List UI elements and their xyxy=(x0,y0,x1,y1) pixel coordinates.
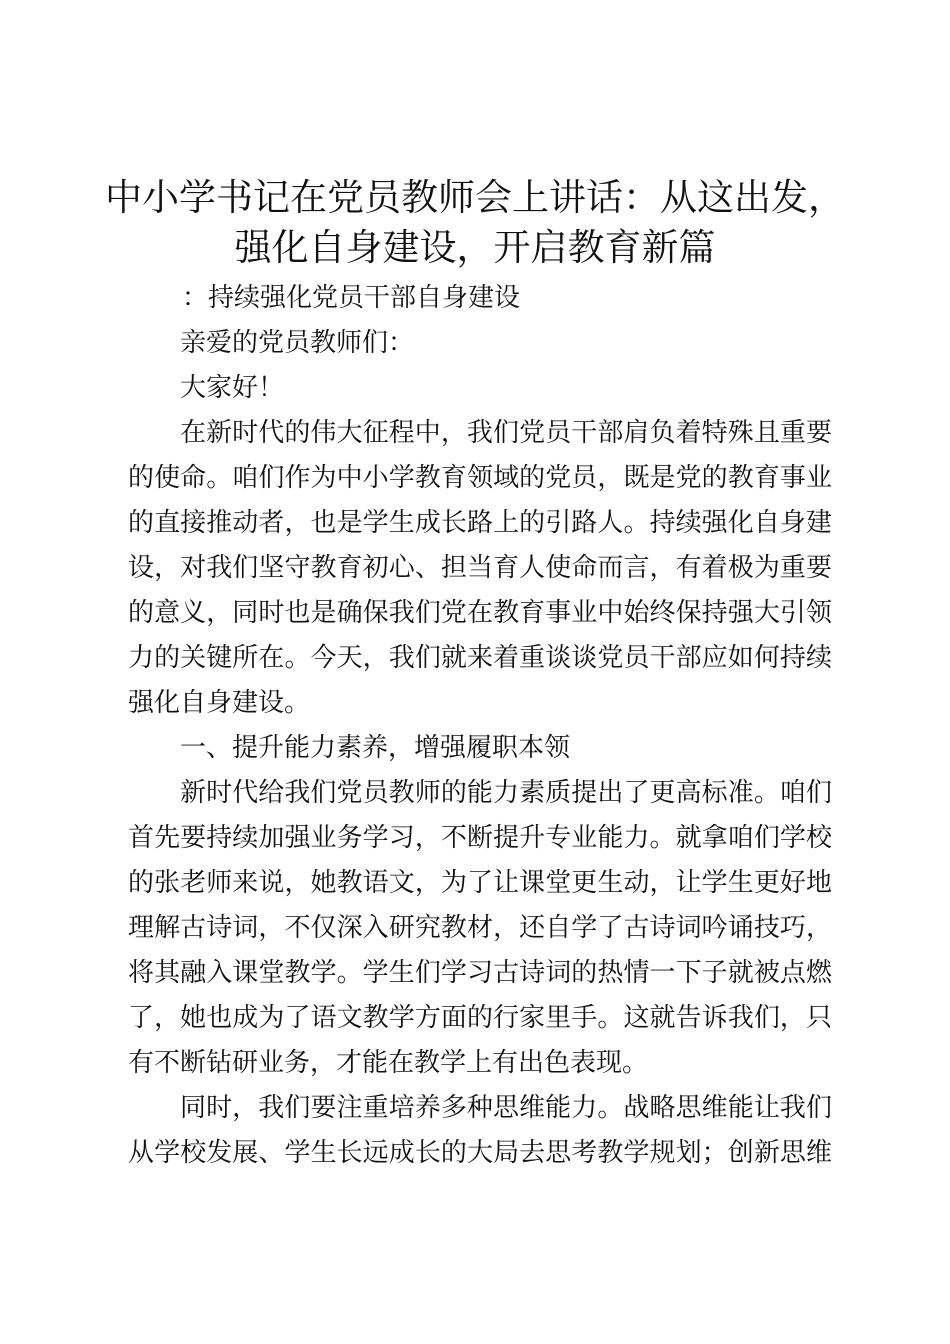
paragraph-line: 强化自身建设。 xyxy=(128,688,311,718)
paragraph-line: 首先要持续加强业务学习，不断提升专业能力。就拿咱们学校 xyxy=(128,823,832,853)
salutation: 亲爱的党员教师们： xyxy=(180,328,415,358)
document-title-line-2: 强化自身建设，开启教育新篇 xyxy=(234,226,716,269)
section-heading: 一、提升能力素养，增强履职本领 xyxy=(180,733,571,763)
paragraph-line: 有不断钻研业务，才能在教学上有出色表现。 xyxy=(128,1048,649,1078)
paragraph-line: 在新时代的伟大征程中，我们党员干部肩负着特殊且重要 xyxy=(180,418,832,448)
paragraph-line: 的使命。咱们作为中小学教育领域的党员，既是党的教育事业 xyxy=(128,463,832,493)
paragraph-line: 设，对我们坚守教育初心、担当育人使命而言，有着极为重要 xyxy=(128,553,832,583)
paragraph-line: 理解古诗词，不仅深入研究教材，还自学了古诗词吟诵技巧， xyxy=(128,913,832,943)
paragraph-line: 新时代给我们党员教师的能力素质提出了更高标准。咱们 xyxy=(180,778,832,808)
paragraph-2 xyxy=(128,771,832,1086)
document-subtitle: ：持续强化党员干部自身建设 xyxy=(182,283,521,313)
document-body xyxy=(128,276,832,1176)
document-title-line-1: 中小学书记在党员教师会上讲话：从这出发， xyxy=(105,176,845,219)
paragraph-line: 的张老师来说，她教语文，为了让课堂更生动，让学生更好地 xyxy=(128,868,832,898)
paragraph-line: 了，她也成为了语文教学方面的行家里手。这就告诉我们，只 xyxy=(128,1003,832,1033)
paragraph-line: 同时，我们要注重培养多种思维能力。战略思维能让我们 xyxy=(180,1093,832,1123)
paragraph-line: 的意义，同时也是确保我们党在教育事业中始终保持强大引领 xyxy=(128,598,832,628)
paragraph-line: 从学校发展、学生长远成长的大局去思考教学规划；创新思维 xyxy=(128,1138,832,1168)
paragraph-1 xyxy=(128,411,832,726)
paragraph-3 xyxy=(128,1086,832,1176)
paragraph-line: 的直接推动者，也是学生成长路上的引路人。持续强化自身建 xyxy=(128,508,832,538)
paragraph-line: 力的关键所在。今天，我们就来着重谈谈党员干部应如何持续 xyxy=(128,643,832,673)
greeting: 大家好！ xyxy=(180,373,285,403)
paragraph-line: 将其融入课堂教学。学生们学习古诗词的热情一下子就被点燃 xyxy=(128,958,832,988)
